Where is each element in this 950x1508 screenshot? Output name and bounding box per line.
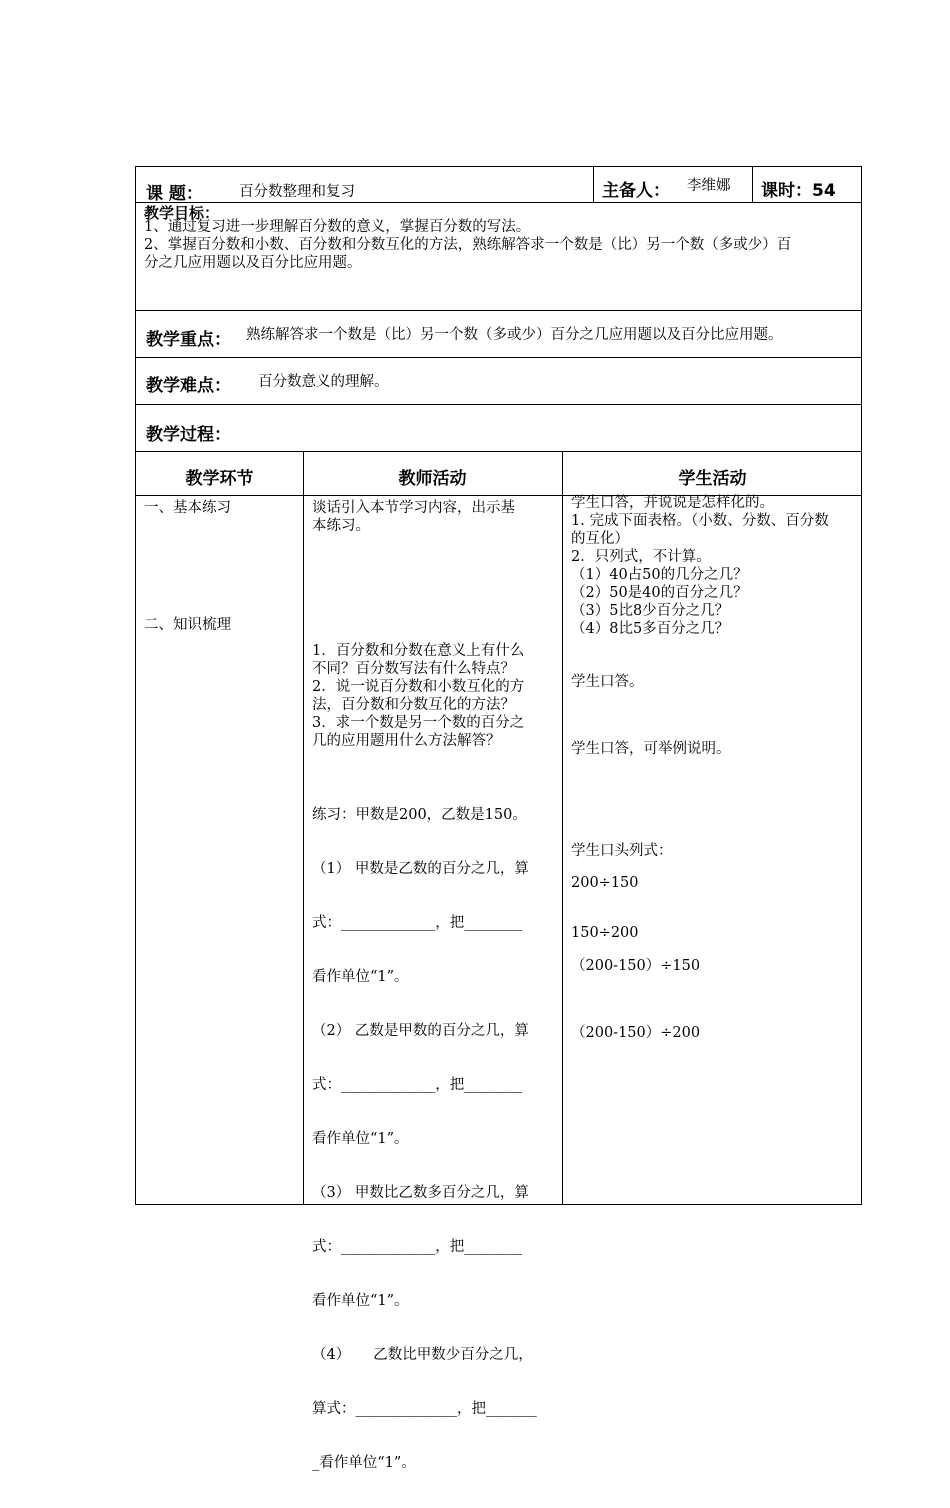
lesson-plan-table [135,166,862,1471]
teacher-line: 法，百分数和分数互化的方法？ [312,697,515,713]
teacher-intro [312,499,515,535]
practice-line: （2） 乙数是甲数的百分之几，算 [312,1023,529,1039]
practice-line: 看作单位“1”。 [312,969,409,985]
teacher-practice [312,770,537,1508]
practice-line: （3） 甲数比乙数多百分之几，算 [312,1185,529,1201]
key-points-text: 熟练解答求一个数是（比）另一个数（多或少）百分之几应用题以及百分比应用题。 [246,327,783,343]
practice-line: 式：_____________，把________ [312,1077,523,1093]
key-points-row [136,311,861,358]
header-divider-1 [593,167,594,202]
objective-line: 分之几应用题以及百分比应用题。 [144,255,362,271]
student-line: 1. 完成下面表格。（小数、分数、百分数 [571,513,829,529]
process-body [136,495,861,1471]
period-label: 课时：54 [761,181,836,201]
objectives-label: 教学目标： [144,204,220,222]
difficulty-label: 教学难点： [146,376,231,396]
practice-line: 算式：______________，把_______ [312,1401,537,1417]
difficulty-row [136,358,861,405]
practice-line: （4） 乙数比甲数少百分之几， [312,1347,533,1363]
practice-line: 练习：甲数是200，乙数是150。 [312,807,527,823]
student-expr-3: （200-150）÷150 [571,958,701,974]
body-divider-2 [562,496,563,1204]
process-label: 教学过程： [146,425,231,445]
practice-line: _看作单位“1”。 [312,1455,416,1471]
teacher-questions [312,642,524,750]
student-answer-2: 学生口答，可举例说明。 [571,741,731,757]
objectives-text [144,218,791,272]
teacher-line: 3．求一个数是另一个数的百分之 [312,715,525,731]
topic-label: 课 题： [146,184,203,204]
student-line: （1）40占50的几分之几？ [571,567,748,583]
teacher-line: 几的应用题用什么方法解答？ [312,733,501,749]
teacher-line: 本练习。 [312,518,370,534]
difficulty-text: 百分数意义的理解。 [258,374,389,390]
teacher-line: 谈话引入本节学习内容，出示基 [312,500,515,516]
student-line: 学生口答，并说说是怎样化的。 [571,495,774,511]
preparer-label: 主备人： [602,181,670,201]
practice-line: 式：_____________，把________ [312,915,523,931]
student-expr-2: 150÷200 [571,925,639,941]
key-points-label: 教学重点： [146,330,231,350]
student-line: （2）50是40的百分之几？ [571,585,748,601]
column-header-stage: 教学环节 [185,469,254,489]
teacher-line: 2．说一说百分数和小数互化的方 [312,679,525,695]
objective-line: 2、掌握百分数和小数、百分数和分数互化的方法，熟练解答求一个数是（比）另一个数（多或少）百 [144,237,792,253]
objective-line: 1、通过复习进一步理解百分数的意义，掌握百分数的写法。 [144,219,531,235]
column-header-teacher: 教师活动 [398,469,467,489]
topic-value: 百分数整理和复习 [239,184,355,200]
teacher-line: 不同？百分数写法有什么特点？ [312,661,515,677]
preparer-value: 李维娜 [687,178,731,194]
column-header-row [136,452,861,496]
stage-1: 一、基本练习 [144,500,231,516]
objectives-row [136,203,861,311]
student-line: 的互化） [571,531,629,547]
header-row [136,167,861,203]
process-row [136,405,861,452]
student-expr-4: （200-150）÷200 [571,1025,701,1041]
teacher-line: 1．百分数和分数在意义上有什么 [312,643,525,659]
practice-line: 式：_____________，把________ [312,1239,523,1255]
student-block-1 [571,494,829,638]
practice-line: （1） 甲数是乙数的百分之几，算 [312,861,529,877]
student-answer-3: 学生口头列式： [571,843,673,859]
student-answer-1: 学生口答。 [571,674,644,690]
student-line: 2．只列式，不计算。 [571,549,711,565]
practice-line: 看作单位“1”。 [312,1293,409,1309]
stage-2: 二、知识梳理 [144,617,231,633]
column-header-student: 学生活动 [678,469,747,489]
header-divider-2 [752,167,753,202]
student-expr-1: 200÷150 [571,875,639,891]
body-divider-1 [303,496,304,1204]
student-line: （3）5比8少百分之几？ [571,603,730,619]
practice-line: 看作单位“1”。 [312,1131,409,1147]
student-line: （4）8比5多百分之几？ [571,621,730,637]
